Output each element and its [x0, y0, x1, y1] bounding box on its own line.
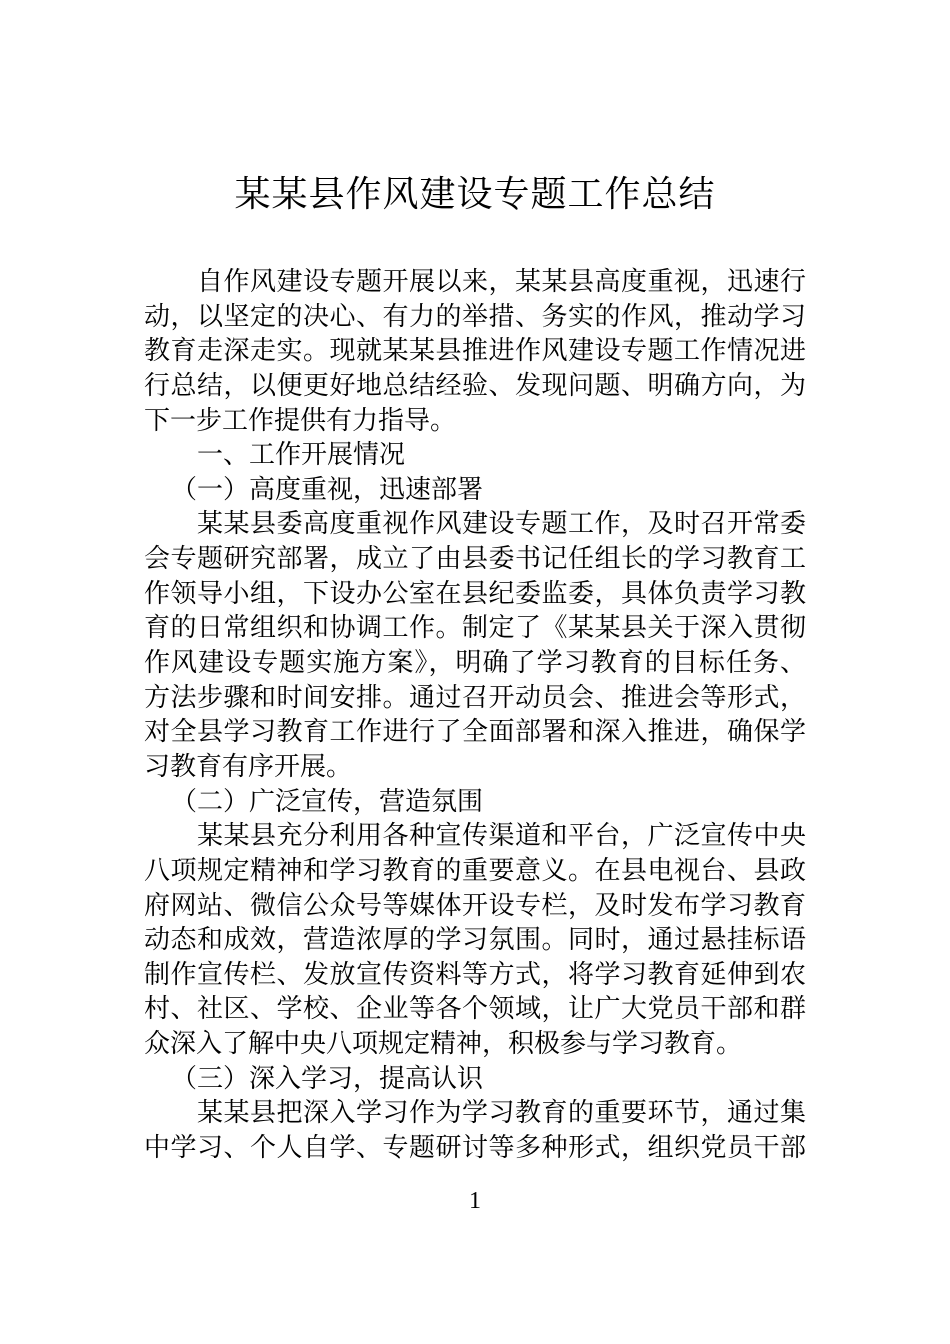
paragraph-line: 习教育有序开展。: [144, 751, 353, 782]
section-heading: 一、工作开展情况: [197, 440, 406, 471]
paragraph-line: 某某县充分利用各种宣传渠道和平台，广泛宣传中央: [197, 821, 806, 852]
page-number: 1: [469, 1188, 481, 1214]
paragraph-line: 下一步工作提供有力指导。: [144, 405, 457, 436]
paragraph-line: 会专题研究部署，成立了由县委书记任组长的学习教育工: [144, 544, 806, 575]
paragraph-line: 作领导小组，下设办公室在县纪委监委，具体负责学习教: [144, 578, 806, 609]
subsection-heading: （二）广泛宣传，营造氛围: [171, 786, 484, 817]
subsection-heading: （一）高度重视，迅速部署: [171, 474, 484, 505]
document-body: [144, 265, 806, 1166]
paragraph-line: 村、社区、学校、企业等各个领域，让广大党员干部和群: [144, 994, 806, 1025]
paragraph-line: 八项规定精神和学习教育的重要意义。在县电视台、县政: [144, 855, 806, 886]
paragraph-line: 自作风建设专题开展以来，某某县高度重视，迅速行: [197, 267, 806, 297]
paragraph-line: 作风建设专题实施方案》，明确了学习教育的目标任务、: [144, 648, 806, 679]
paragraph-line: 制作宣传栏、发放宣传资料等方式，将学习教育延伸到农: [144, 959, 806, 990]
paragraph-line: 众深入了解中央八项规定精神，积极参与学习教育。: [144, 1029, 743, 1060]
paragraph-line: 教育走深走实。现就某某县推进作风建设专题工作情况进: [144, 336, 806, 367]
paragraph-line: 某某县委高度重视作风建设专题工作，及时召开常委: [197, 509, 806, 540]
subsection-heading: （三）深入学习，提高认识: [171, 1063, 484, 1094]
paragraph-line: 某某县把深入学习作为学习教育的重要环节，通过集: [197, 1098, 806, 1129]
paragraph-line: 动态和成效，营造浓厚的学习氛围。同时，通过悬挂标语: [144, 925, 806, 956]
paragraph-line: 动，以坚定的决心、有力的举措、务实的作风，推动学习: [144, 301, 806, 332]
paragraph-line: 中学习、个人自学、专题研讨等多种形式，组织党员干部: [144, 1133, 806, 1164]
paragraph-line: 育的日常组织和协调工作。制定了《某某县关于深入贯彻: [144, 613, 806, 644]
paragraph-line: 方法步骤和时间安排。通过召开动员会、推进会等形式，: [144, 682, 806, 713]
paragraph-line: 对全县学习教育工作进行了全面部署和深入推进，确保学: [144, 717, 806, 748]
document-title: 某某县作风建设专题工作总结: [234, 174, 716, 215]
paragraph-line: 府网站、微信公众号等媒体开设专栏，及时发布学习教育: [144, 890, 806, 921]
paragraph-line: 行总结，以便更好地总结经验、发现问题、明确方向，为: [144, 370, 806, 401]
